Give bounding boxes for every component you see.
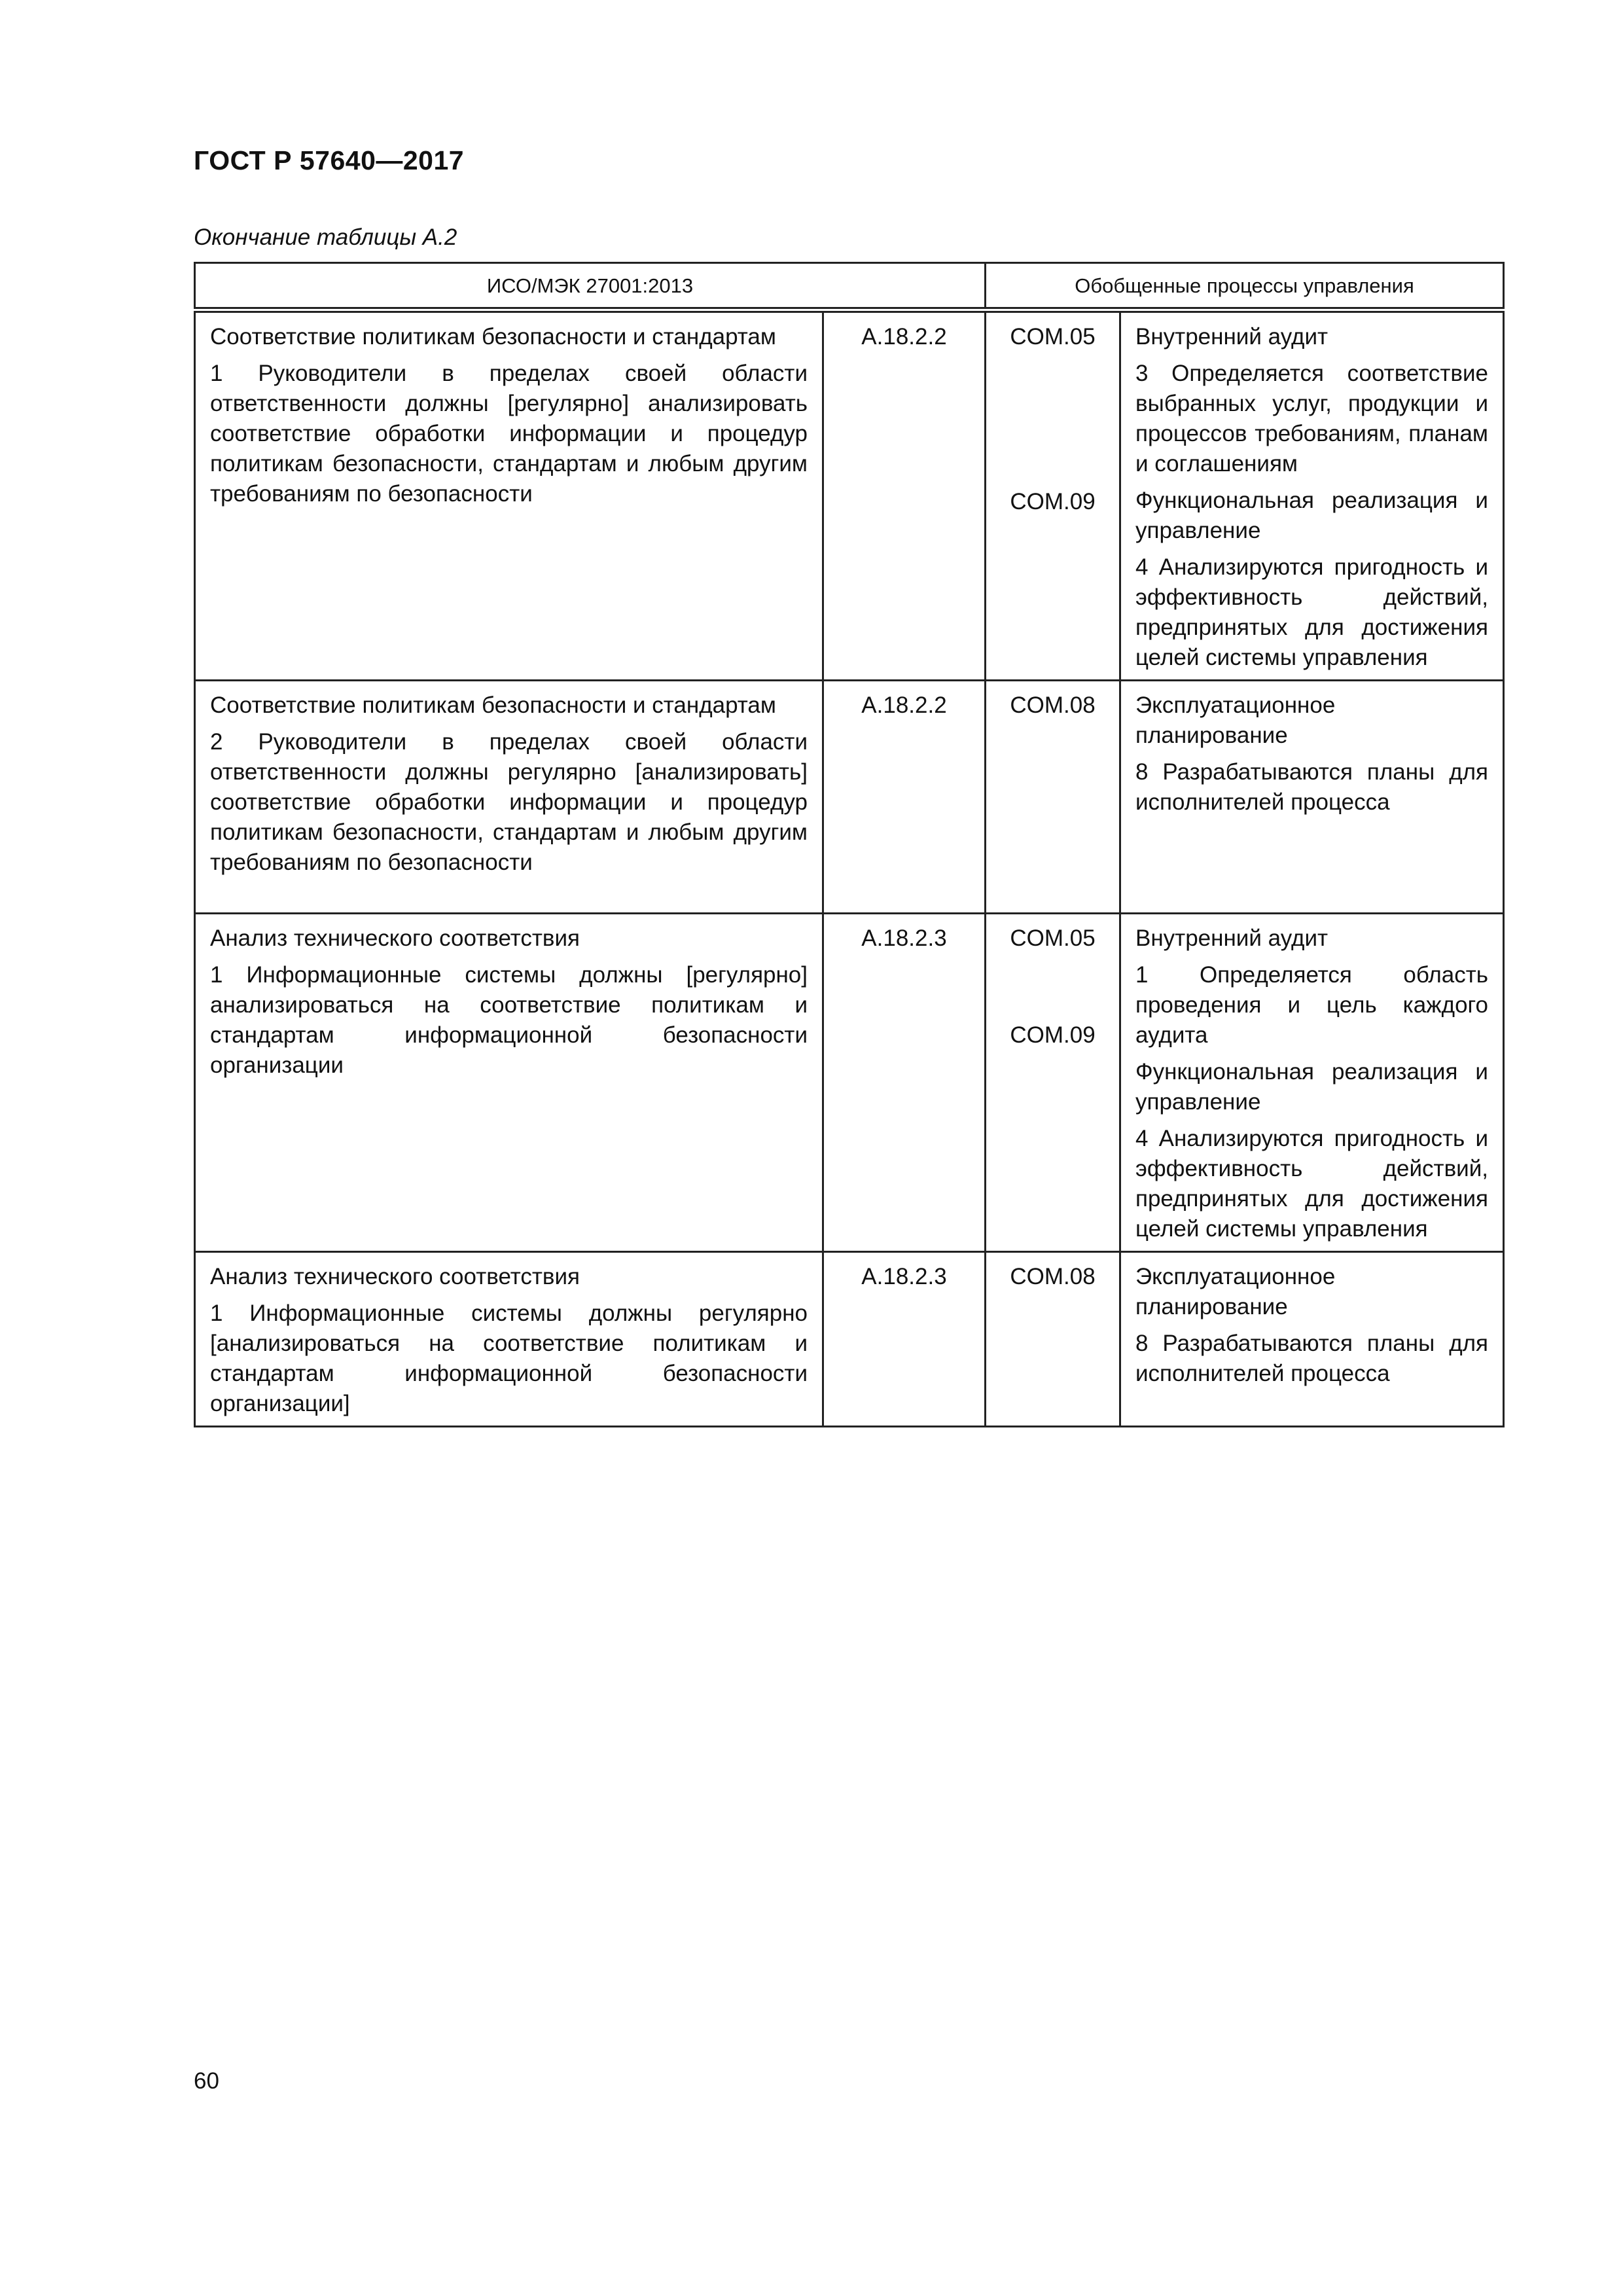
iso-text: 1 Руководители в пределах своей области ответственности должны [регулярно] анализировать соответствие обработки информации и процедур политикам безопасности, стандартам и любым другим требованиям по безопасности [210, 361, 808, 507]
iso-title: Анализ технического соответствия [210, 1264, 580, 1289]
process-text: 4 Анализируются пригодность и эффективность действий, предпринятых для достижения целей системы управления [1135, 554, 1488, 670]
process-id-cell [986, 681, 1120, 914]
process-id: COM.08 [1010, 1264, 1096, 1289]
iso-requirement-cell [195, 914, 823, 1252]
table-row [195, 914, 1504, 1252]
process-description-cell [1120, 681, 1504, 914]
table-row [195, 681, 1504, 914]
process-id-cell [986, 1252, 1120, 1427]
iso-requirement-cell [195, 1252, 823, 1427]
iso-requirement-cell [195, 310, 823, 681]
control-code: А.18.2.3 [823, 1252, 986, 1427]
process-text: 1 Определяется область проведения и цель каждого аудита [1135, 962, 1488, 1048]
process-id: COM.08 [1010, 692, 1096, 718]
control-code: А.18.2.2 [823, 310, 986, 681]
iso-title: Соответствие политикам безопасности и стандартам [210, 692, 776, 718]
control-code: А.18.2.3 [823, 914, 986, 1252]
iso-text: 1 Информационные системы должны [регулярно] анализироваться на соответствие политикам и стандартам информационной безопасности организации [210, 962, 808, 1078]
process-id: COM.09 [1010, 489, 1096, 514]
mapping-table [194, 262, 1505, 1427]
table-caption: Окончание таблицы А.2 [194, 224, 457, 250]
process-name: Функциональная реализация и управление [1135, 488, 1488, 543]
process-text: 8 Разрабатываются планы для исполнителей процесса [1135, 759, 1488, 815]
iso-text: 1 Информационные системы должны регулярно [анализироваться на соответствие политикам и стандартам информационной безопасности организации] [210, 1300, 808, 1416]
iso-requirement-cell [195, 681, 823, 914]
process-name: Внутренний аудит [1135, 925, 1329, 951]
table-header-row [195, 263, 1504, 310]
iso-title: Соответствие политикам безопасности и стандартам [210, 324, 776, 350]
table-row [195, 1252, 1504, 1427]
header-processes: Обобщенные процессы управления [986, 263, 1504, 310]
process-id: COM.05 [1010, 925, 1096, 951]
control-code: А.18.2.2 [823, 681, 986, 914]
process-name: Эксплуатационное планирование [1135, 1264, 1336, 1319]
process-text: 8 Разрабатываются планы для исполнителей процесса [1135, 1331, 1488, 1386]
document-header: ГОСТ Р 57640—2017 [194, 145, 465, 175]
process-description-cell [1120, 914, 1504, 1252]
process-description-cell [1120, 310, 1504, 681]
process-description-cell [1120, 1252, 1504, 1427]
process-id-cell [986, 310, 1120, 681]
process-name: Эксплуатационное планирование [1135, 692, 1336, 748]
table-row [195, 310, 1504, 681]
process-id: COM.09 [1010, 1022, 1096, 1048]
process-id: COM.05 [1010, 324, 1096, 350]
iso-title: Анализ технического соответствия [210, 925, 580, 951]
page-number: 60 [194, 2068, 219, 2094]
header-iso: ИСО/МЭК 27001:2013 [195, 263, 986, 310]
process-text: 4 Анализируются пригодность и эффективность действий, предпринятых для достижения целей системы управления [1135, 1126, 1488, 1242]
process-name: Функциональная реализация и управление [1135, 1059, 1488, 1115]
process-text: 3 Определяется соответствие выбранных услуг, продукции и процессов требованиям, планам и соглашениям [1135, 361, 1488, 476]
process-name: Внутренний аудит [1135, 324, 1329, 350]
iso-text: 2 Руководители в пределах своей области ответственности должны регулярно [анализировать] соответствие обработки информации и процедур политикам безопасности, стандартам и любым другим требованиям по безопасности [210, 729, 808, 875]
process-id-cell [986, 914, 1120, 1252]
